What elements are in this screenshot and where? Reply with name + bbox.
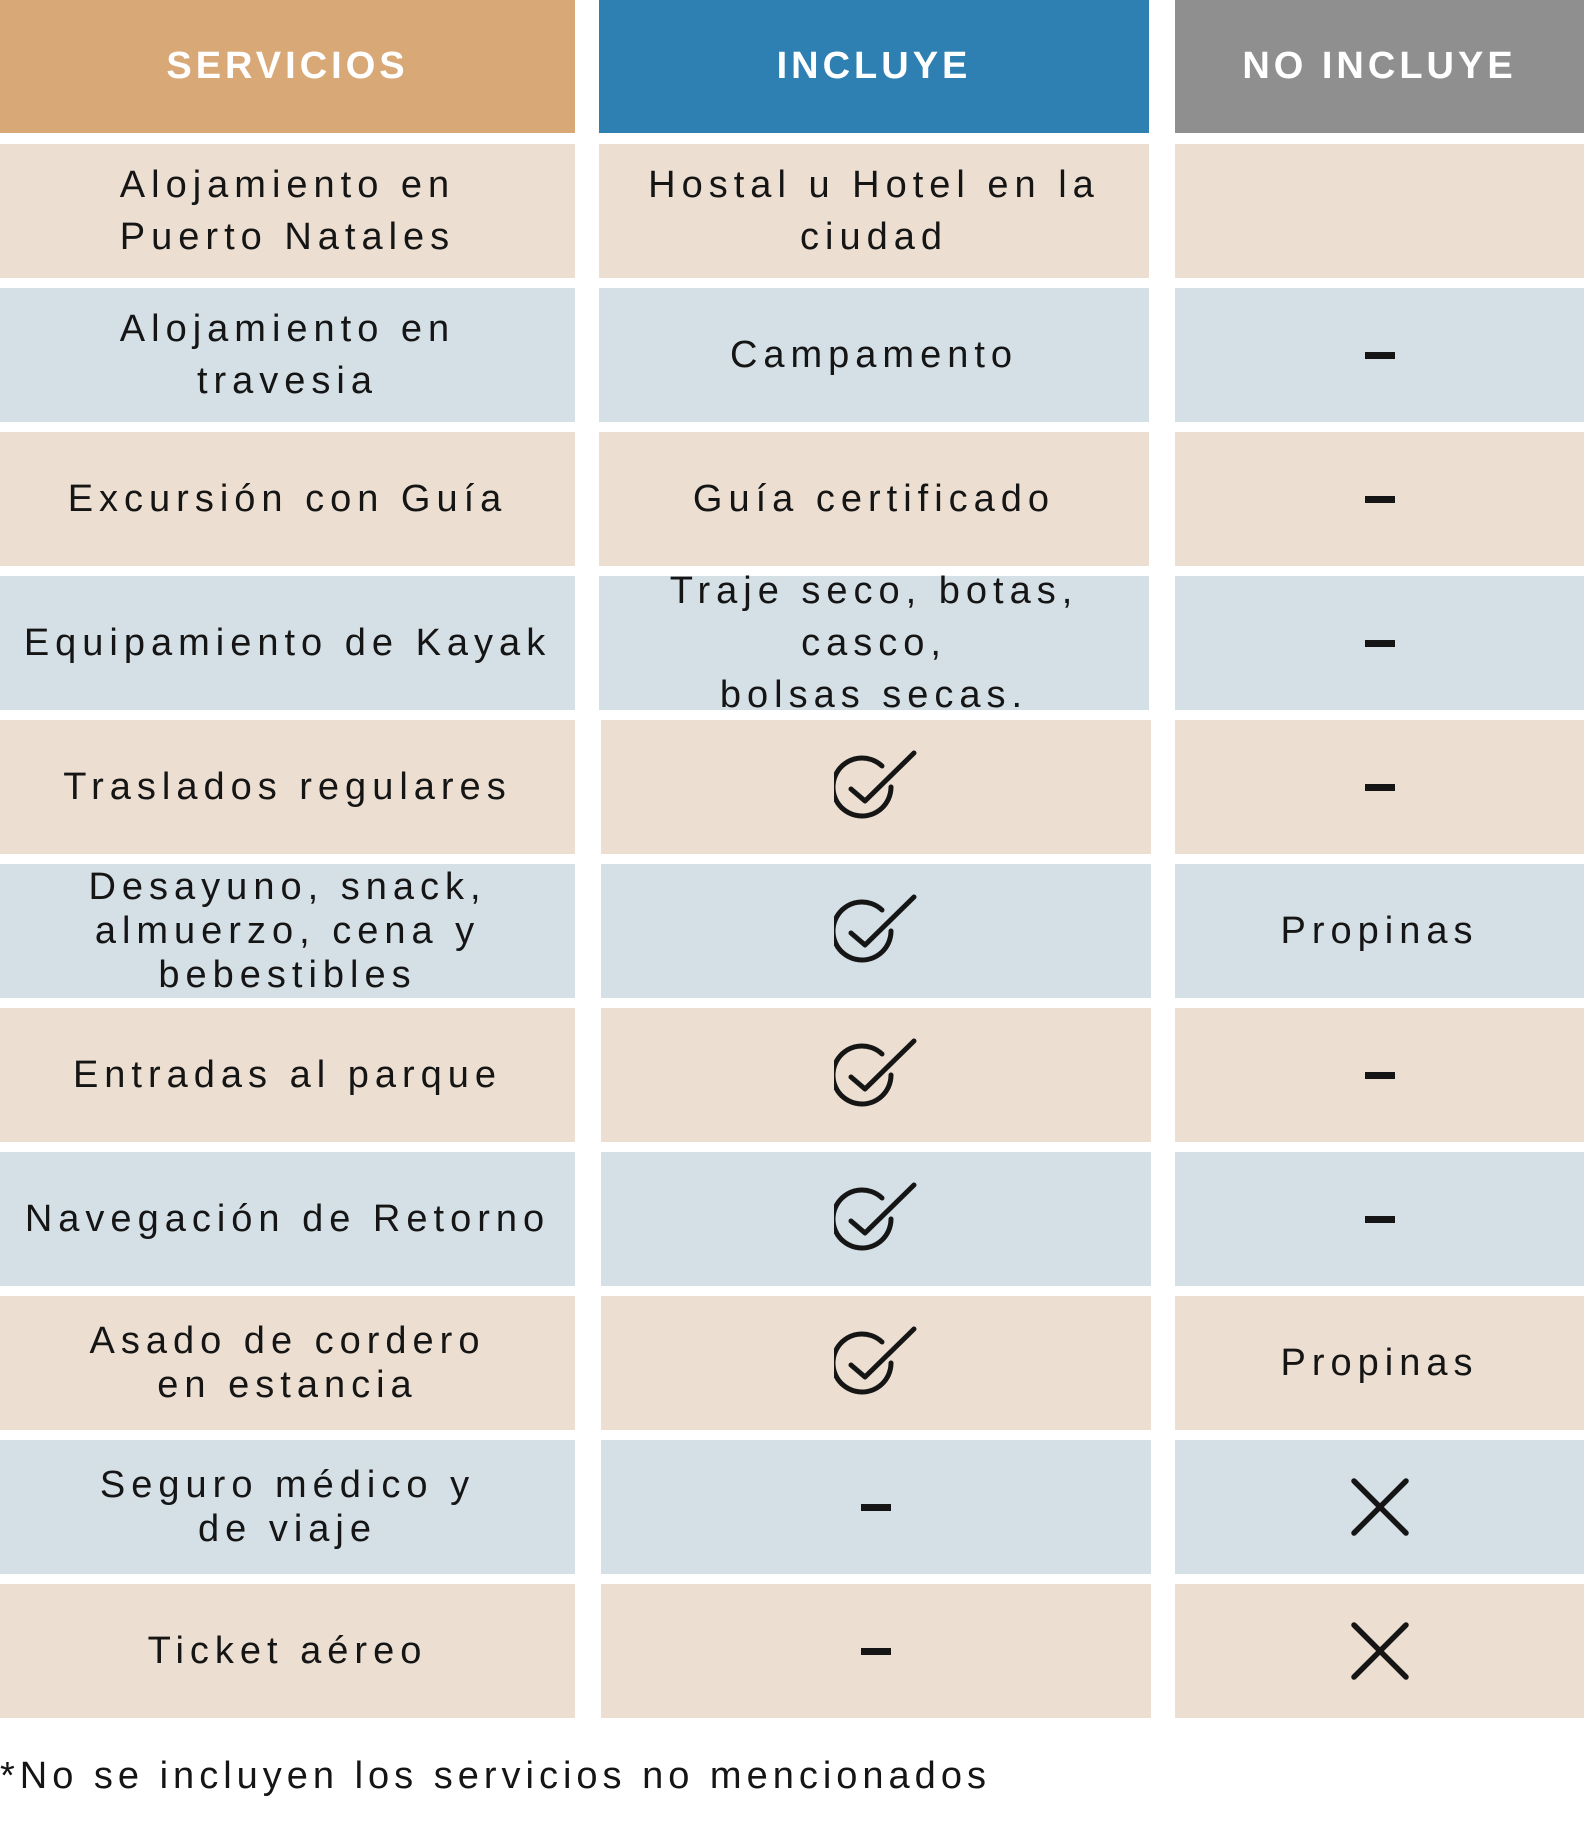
x-icon [1350, 1477, 1410, 1537]
row-2-service [0, 288, 575, 422]
row-5-service-label: Traslados regulares [63, 766, 512, 808]
row-2-incluye-label: Campamento [729, 334, 1019, 376]
row-7-service [0, 1008, 575, 1142]
header-incluye [599, 0, 1149, 133]
row-10-service-label: Seguro médico y de viaje [99, 1464, 476, 1550]
row-9-incluye [601, 1296, 1151, 1430]
check-circle-icon [834, 749, 918, 825]
row-7-incluye [601, 1008, 1151, 1142]
row-1-no-incluye [1175, 144, 1584, 278]
row-2-incluye [599, 288, 1149, 422]
row-4-service-label: Equipamiento de Kayak [23, 622, 552, 664]
check-circle-icon [834, 1325, 918, 1401]
row-6-service [0, 864, 575, 998]
row-2-service-label: Alojamiento en travesia [119, 308, 456, 402]
row-9-no-incluye-label: Propinas [1280, 1342, 1479, 1384]
dash-icon [1365, 640, 1395, 647]
row-7-service-label: Entradas al parque [72, 1054, 503, 1096]
x-icon [1350, 1621, 1410, 1681]
row-1-incluye [599, 144, 1149, 278]
dash-icon [1365, 352, 1395, 359]
row-9-service-label: Asado de cordero en estancia [89, 1320, 486, 1406]
check-circle-icon [834, 1181, 918, 1257]
header-no-incluye-label: NO INCLUYE [1242, 45, 1517, 87]
row-11-no-incluye [1175, 1584, 1584, 1718]
dash-icon [861, 1648, 891, 1655]
dash-icon [1365, 1216, 1395, 1223]
row-3-no-incluye [1175, 432, 1584, 566]
row-1-service-label: Alojamiento en Puerto Natales [119, 164, 456, 258]
row-5-service [0, 720, 575, 854]
check-circle-icon [834, 893, 918, 969]
row-8-incluye [601, 1152, 1151, 1286]
row-3-incluye-label: Guía certificado [692, 478, 1056, 520]
row-8-service [0, 1152, 575, 1286]
row-10-incluye [601, 1440, 1151, 1574]
dash-icon [1365, 784, 1395, 791]
row-6-incluye [601, 864, 1151, 998]
row-1-incluye-label: Hostal u Hotel en la ciudad [648, 164, 1100, 258]
row-6-service-label: Desayuno, snack, almuerzo, cena y bebestibles [88, 866, 487, 996]
row-11-service-label: Ticket aéreo [147, 1630, 428, 1672]
row-11-service [0, 1584, 575, 1718]
row-4-service [0, 576, 575, 710]
header-no-incluye [1175, 0, 1584, 133]
header-incluye-label: INCLUYE [776, 45, 972, 87]
row-9-service [0, 1296, 575, 1430]
dash-icon [1365, 1072, 1395, 1079]
row-3-service-label: Excursión con Guía [67, 478, 508, 520]
row-4-incluye-label: Traje seco, botas, casco, bolsas secas. [669, 570, 1079, 716]
row-5-incluye [601, 720, 1151, 854]
row-11-incluye [601, 1584, 1151, 1718]
row-9-no-incluye [1175, 1296, 1584, 1430]
header-servicios-label: SERVICIOS [166, 45, 409, 87]
row-6-no-incluye [1175, 864, 1584, 998]
row-7-no-incluye [1175, 1008, 1584, 1142]
row-10-no-incluye [1175, 1440, 1584, 1574]
dash-icon [861, 1504, 891, 1511]
row-10-service [0, 1440, 575, 1574]
row-1-service [0, 144, 575, 278]
dash-icon [1365, 496, 1395, 503]
check-circle-icon [834, 1037, 918, 1113]
row-6-no-incluye-label: Propinas [1280, 910, 1479, 952]
row-2-no-incluye [1175, 288, 1584, 422]
row-5-no-incluye [1175, 720, 1584, 854]
row-4-incluye [599, 570, 1149, 716]
header-servicios [0, 0, 575, 133]
row-8-service-label: Navegación de Retorno [24, 1198, 551, 1240]
row-4-no-incluye [1175, 576, 1584, 710]
row-3-service [0, 432, 575, 566]
footnote: *No se incluyen los servicios no mencionados [0, 1755, 991, 1797]
row-8-no-incluye [1175, 1152, 1584, 1286]
row-3-incluye [599, 432, 1149, 566]
